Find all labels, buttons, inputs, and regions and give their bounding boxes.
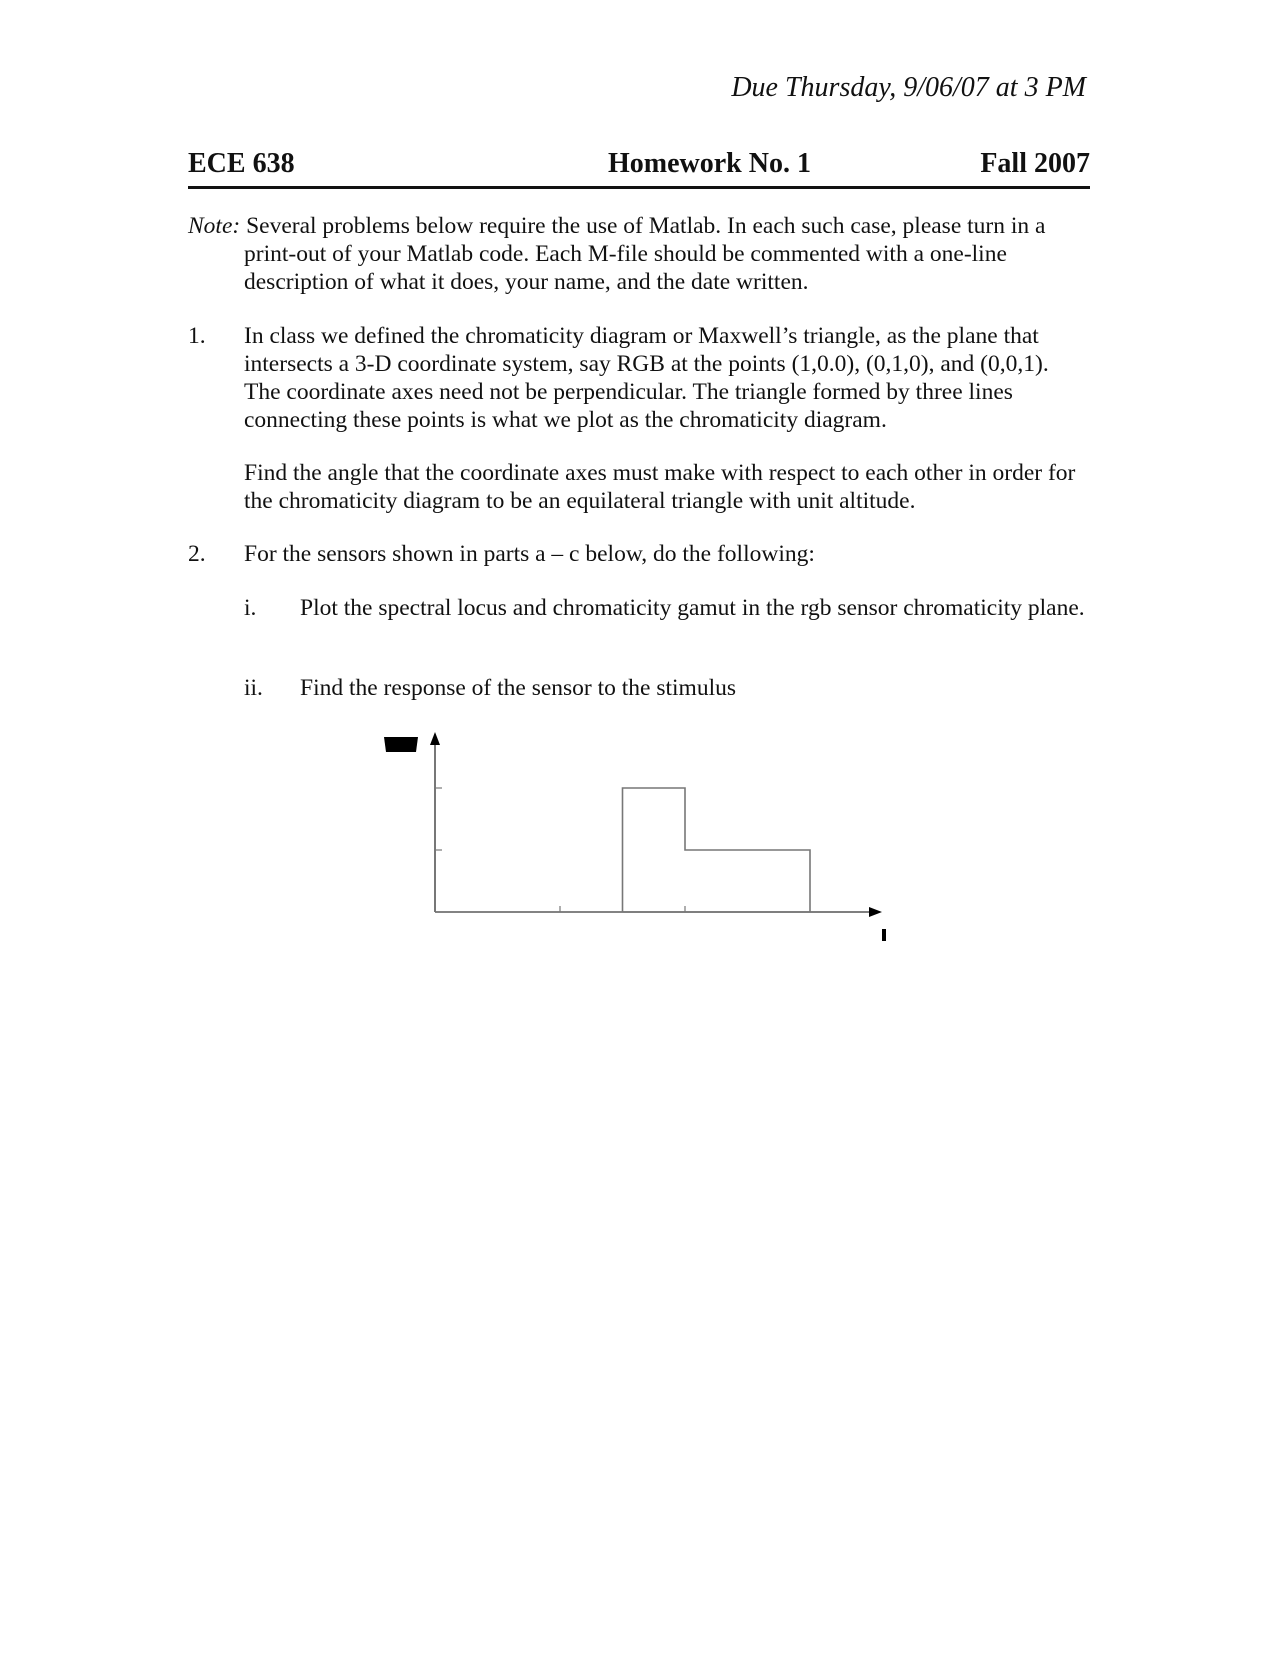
x-axis-arrow (869, 907, 882, 917)
plot-axes (430, 732, 882, 917)
problem-1-text: In class we defined the chromaticity diagram or Maxwell’s triangle, as the plane that intersects a 3-D coordinate system, say RGB at the points (1,0.0), (0,1,0), and (0,0,1). The coordinate axes need not be perpendicular. The triangle formed by three lines connecting these points is what we plot as the chromaticity diagram. (244, 323, 1049, 433)
y-axis-arrow (430, 732, 440, 745)
subitem-i-text: Plot the spectral locus and chromaticity gamut in the rgb sensor chromaticity plane. (300, 595, 1085, 621)
due-date: Due Thursday, 9/06/07 at 3 PM (731, 72, 1086, 103)
term: Fall 2007 (980, 148, 1090, 179)
problem-1-question: Find the angle that the coordinate axes must make with respect to each other in order for the chromaticity diagram to be an equilateral triangle with unit altitude. (244, 460, 1076, 514)
x-axis-label-glyph (882, 929, 886, 941)
stimulus-series-line (435, 788, 810, 912)
subitem-ii-text: Find the response of the sensor to the stimulus (300, 675, 737, 701)
subitem-i-number: i. (244, 595, 257, 621)
subitem-ii-number: ii. (244, 675, 263, 701)
course-code: ECE 638 (188, 148, 295, 179)
homework-title: Homework No. 1 (608, 148, 811, 179)
problem-2-number: 2. (188, 541, 206, 567)
problem-1-number: 1. (188, 323, 206, 349)
problem-2-text: For the sensors shown in parts a – c below, do the following: (244, 541, 815, 567)
note-label: Note: (188, 213, 241, 239)
note-text: Several problems below require the use of Matlab. In each such case, please turn in a print-out of your Matlab code. Each M-file should be commented with a one-line description of what it does, your name, and the date written. (240, 213, 1046, 295)
y-axis-label-glyph (384, 737, 418, 752)
